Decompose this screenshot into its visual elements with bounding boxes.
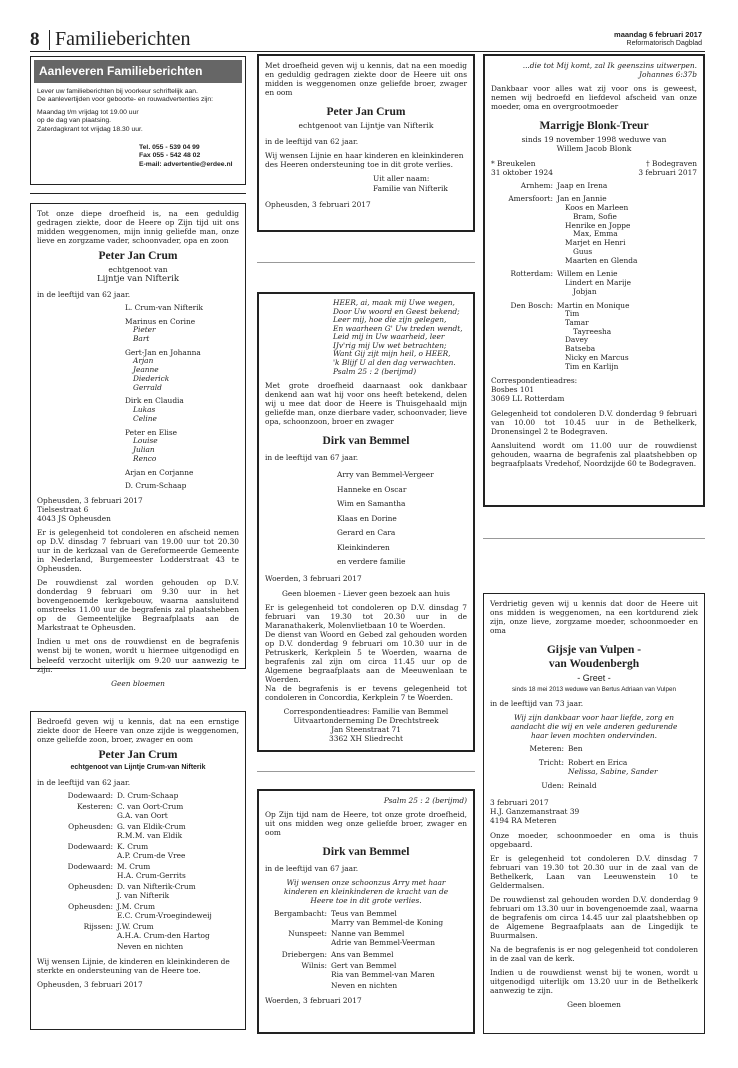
grandchild: Bart xyxy=(133,333,150,343)
family-row xyxy=(490,745,698,754)
newspaper-name: Reformatorisch Dagblad xyxy=(626,40,702,47)
family-member: Marinus en Corine xyxy=(125,316,196,326)
family-name: Nicky en Marcus xyxy=(565,352,629,362)
verse-line: ...die tot Mij komt, zal Ik geenszins uitwerpen. xyxy=(522,61,697,70)
ad7-para-3: De rouwdienst zal gehouden worden D.V. donderdag 9 februari om 13.30 uur in bovengenoemde zaal, waarna de begrafenis om circa 14.45 uur zal plaatshebben op de Algemene Begraafplaats aan de Lingedijk te Buurmalsen. xyxy=(490,894,698,940)
ad5-family-list xyxy=(265,910,467,991)
ad2-family-list xyxy=(37,792,239,952)
family-name: Koos en Marleen xyxy=(565,203,629,213)
ad4-place-date: Woerden, 3 februari 2017 xyxy=(265,574,362,584)
family-row xyxy=(37,823,239,840)
family-row xyxy=(491,195,697,265)
family-name: Nanne van Bemmel xyxy=(331,929,405,939)
family-name: Adrie van Bemmel-Veerman xyxy=(331,938,436,947)
family-name: G. van Eldik-Crum xyxy=(117,822,186,832)
ad3-name: Peter Jan Crum xyxy=(326,106,406,119)
family-name: A.P. Crum-de Vree xyxy=(117,850,186,860)
ad7-para-5: Indien u de rouwdienst wenst bij te wonen, wordt u uitgenodigd uiterlijk om 13.20 uur in de Bethelkerk aanwezig te zijn. xyxy=(490,967,698,995)
ad1-para-1: Er is gelegenheid tot condoleren en afscheid nemen op D.V. dinsdag 7 februari van 19.00 uur tot 20.30 uur in de kerkzaal van de Gereformeerde Gemeente in Nederland, Burgemeester Lodderstraat 43 te Opheusden. xyxy=(37,528,239,574)
place-label: Rotterdam: xyxy=(510,269,553,279)
ad5-intro: Op Zijn tijd nam de Heere, tot onze grote droefheid, uit ons midden weg onze geliefde broer, zwager en oom xyxy=(265,810,467,838)
place-label: Dodewaard: xyxy=(67,862,113,872)
family-name: E.C. Crum-Vroegindeweij xyxy=(117,910,212,920)
ad1-para-3: Indien u met ons de rouwdienst en de begrafenis wenst bij te wonen, wordt u hiermee uitgenodigd en beleefd verzocht uiterlijk om 9.20 uur aanwezig te zijn. xyxy=(37,637,239,674)
correspondence-line: Uitvaartonderneming De Drechtstreek xyxy=(293,715,439,725)
ad4-para-2: De dienst van Woord en Gebed zal gehouden worden op D.V. donderdag 9 februari om 10.30 uur in de Petruskerk, Kerkplein 5 te Woerden, waarna de begrafenis zal zijn om circa 11.45 uur op de Algemene begraafplaats aan de Meeuwenlaan te Woerden. xyxy=(265,629,467,684)
place-label: Uden: xyxy=(541,780,564,790)
ad7-para-4: Na de begrafenis is er nog gelegenheid tot condoleren in de zaal van de kerk. xyxy=(490,944,698,963)
header-date: maandag 6 februari 2017 xyxy=(614,30,702,39)
grandchild: Lukas xyxy=(133,405,156,415)
address-line: H.J. Ganzemanstraat 39 xyxy=(490,807,580,817)
ad6-widow-of: Willem Jacob Blonk xyxy=(556,144,632,154)
family-name: Tim en Karlijn xyxy=(565,361,619,371)
ad6-para-1: Gelegenheid tot condoleren D.V. donderdag 9 februari van 10.00 tot 10.45 uur in de Bethelkerk, Dronensingel 2 te Bodegraven. xyxy=(491,408,697,436)
family-name: Lindert en Marije xyxy=(565,278,632,288)
family-name: A.H.A. Crum-den Hartog xyxy=(117,930,210,940)
ad4-correspondence xyxy=(265,707,467,743)
family-row xyxy=(37,903,239,920)
correspondence-line: Correspondentieadres: xyxy=(491,376,578,386)
verse-line: Want Gij zijt mijn heil, o HEER, xyxy=(333,349,451,359)
ad4-verse xyxy=(333,299,467,376)
family-row xyxy=(265,930,467,947)
grandchild: Diederick xyxy=(133,373,170,383)
ad7-closing: Geen bloemen xyxy=(567,1000,621,1010)
ad1-spouse-1: echtgenoot van xyxy=(108,265,168,275)
place-label: Tricht: xyxy=(538,757,564,767)
family-row xyxy=(37,803,239,820)
ad3-wish: Wij wensen Lijnie en haar kinderen en kleinkinderen des Heeren ondersteuning toe in dit grote verlies. xyxy=(265,151,464,170)
family-name: Robert en Erica xyxy=(568,757,628,767)
place-label: Bergambacht: xyxy=(274,909,327,919)
birth-date: 31 oktober 1924 xyxy=(491,167,553,177)
correspondence-line: Bosbes 101 xyxy=(491,385,535,395)
ad7-name-2: van Woudenbergh xyxy=(548,658,640,671)
verse-line: Leer mij, hoe die zijn gelegen, xyxy=(333,315,447,325)
ad3-spouse: echtgenoot van Lijntje van Nifterik xyxy=(298,121,434,131)
family-row xyxy=(490,782,698,791)
page-number: 8 xyxy=(30,29,40,50)
family-name: Reinald xyxy=(568,780,597,790)
place-label: Den Bosch: xyxy=(510,300,553,310)
ad1-address xyxy=(37,496,239,523)
ad1-address-line: Opheusden, 3 februari 2017 xyxy=(37,496,143,505)
family-name: Martin en Monique xyxy=(557,300,630,310)
ad6-verse xyxy=(491,61,697,79)
death-place: † Bodegraven xyxy=(645,158,697,168)
family-member: Dirk en Claudia xyxy=(125,396,184,406)
death-date: 3 februari 2017 xyxy=(638,167,697,177)
family-name: Gert van Bemmel xyxy=(331,961,397,971)
divider xyxy=(257,771,475,772)
family-name: Willem en Lenie xyxy=(557,269,618,279)
place-label: Opheusden: xyxy=(68,822,113,832)
family-name: Max, Emma xyxy=(573,229,618,239)
family-row xyxy=(37,883,239,900)
header-rule xyxy=(30,51,705,52)
ad7-name-1: Gijsje van Vulpen - xyxy=(546,644,642,657)
family-member: L. Crum-van Nifterik xyxy=(125,302,204,312)
ad4-name: Dirk van Bemmel xyxy=(322,435,410,448)
grandchild: Pieter xyxy=(133,325,156,335)
place-label: Rijssen: xyxy=(83,922,113,932)
ad3-age: in de leeftijd van 62 jaar. xyxy=(265,137,359,147)
info-fax: Fax 055 - 542 48 02 xyxy=(139,152,201,160)
divider xyxy=(483,538,705,539)
place-label: Dodewaard: xyxy=(67,842,113,852)
family-member: Kleinkinderen xyxy=(337,542,390,552)
correspondence-line: 3362 XH Sliedrecht xyxy=(329,733,403,743)
ad6-dates xyxy=(491,159,697,177)
family-name: Jobjan xyxy=(573,286,597,296)
family-row xyxy=(37,863,239,880)
grandchild: Arjan xyxy=(133,356,154,366)
ad5-nephews: Neven en nichten xyxy=(331,981,398,991)
place-label: Wilnis: xyxy=(301,961,327,971)
family-member: Wim en Samantha xyxy=(337,499,406,509)
ad1-closing: Geen bloemen xyxy=(111,678,165,688)
ad4-para-3: Na de begrafenis is er tevens gelegenheid tot condoleren in Concordia, Kerkplein 7 te Woerden. xyxy=(265,683,467,702)
place-label: Amersfoort: xyxy=(508,194,553,204)
family-member: Gert-Jan en Johanna xyxy=(125,347,201,357)
ad7-intro: Verdrietig geven wij u kennis dat door de Heere uit ons midden is weggenomen, na een kortdurend ziek zijn, onze lieve, zorgzame moeder, schoonmoeder en oma xyxy=(490,599,698,636)
ad5-wish: Wij wensen onze schoonzus Arry met haar kinderen en kleinkinderen de kracht van de Heere toe in dit grote verlies. xyxy=(283,878,449,906)
family-name: Jan en Jannie xyxy=(557,194,607,204)
family-row xyxy=(37,843,239,860)
ad3-signature-1: Uit aller naam: xyxy=(373,174,430,184)
obituary-peter-crum-family xyxy=(30,203,246,688)
verse-reference: Psalm 25 : 2 (berijmd) xyxy=(333,366,417,376)
info-time-1: Maandag t/m vrijdag tot 19.00 uur xyxy=(37,109,139,117)
obituary-peter-crum-siblings xyxy=(30,711,246,1030)
grandchild: Renco xyxy=(133,453,157,463)
family-name: J.W. Crum xyxy=(117,922,154,932)
family-name: R.M.M. van Eldik xyxy=(117,830,183,840)
divider xyxy=(30,193,246,194)
ad7-thanks: Wij zijn dankbaar voor haar liefde, zorg en aandacht die wij en vele anderen gedurende haar leven mochten ondervinden. xyxy=(510,712,678,740)
ad2-place-date: Opheusden, 3 februari 2017 xyxy=(37,979,143,989)
grandchild: Gerrald xyxy=(133,382,162,392)
family-member: Hanneke en Oscar xyxy=(337,484,407,494)
section-title: Familieberichten xyxy=(55,28,191,50)
ad7-para-1: Onze moeder, schoonmoeder en oma is thuis opgebaard. xyxy=(490,830,698,849)
ad7-para-2: Er is gelegenheid tot condoleren D.V. dinsdag 7 februari van 19.30 tot 20.30 uur in de zaal van de Bethelkerk, Laan van Leeuwenstein 10 te Geldermalsen. xyxy=(490,853,698,890)
family-name: Tayreesha xyxy=(573,326,612,336)
place-label: Opheusden: xyxy=(68,902,113,912)
ad1-address-line: 4043 JS Opheusden xyxy=(37,514,111,524)
verse-line: Leid mij in Uw waarheid, leer xyxy=(333,332,445,342)
family-row xyxy=(265,910,467,927)
place-label: Dodewaard: xyxy=(67,790,113,800)
family-row xyxy=(490,759,698,777)
family-name: Davey xyxy=(565,335,589,345)
verse-line: 'k Blijf U al den dag verwachten. xyxy=(333,358,456,368)
family-member: Arjan en Corjanne xyxy=(125,467,194,477)
family-name: D. van Nifterik-Crum xyxy=(117,882,196,892)
ad6-para-2: Aansluitend wordt om 11.00 uur de rouwdienst gehouden, waarna de begrafenis zal plaatshebben op begraafplaats Vredehof, Noordzijde 60 te Bodegraven. xyxy=(491,440,697,468)
family-name: Ben xyxy=(568,743,583,753)
ad3-signature-2: Familie van Nifterik xyxy=(373,183,448,193)
grandchild: Louise xyxy=(133,436,158,446)
ad7-since: sinds 18 mei 2013 weduwe van Bertus Adriaan van Vulpen xyxy=(512,686,676,694)
place-label: Driebergen: xyxy=(281,949,327,959)
ad1-age: in de leeftijd van 62 jaar. xyxy=(37,289,131,299)
address-line: 3 februari 2017 xyxy=(490,798,549,808)
ad4-flowers: Geen bloemen - Liever geen bezoek aan huis xyxy=(282,588,450,598)
obituary-peter-crum-in-laws xyxy=(257,54,475,232)
ad6-intro: Dankbaar voor alles wat zij voor ons is geweest, nemen wij bedroefd en liefdevol afscheid van onze moeder, oma en overgrootmoeder xyxy=(491,84,697,112)
family-name: J. van Nifterik xyxy=(117,890,170,900)
verse-line: IJv'rig mij Uw wet betrachten; xyxy=(333,340,447,350)
info-box xyxy=(30,56,246,185)
family-name: Bram, Sofie xyxy=(573,211,617,221)
ad6-since: sinds 19 november 1998 weduwe van xyxy=(521,135,667,145)
ad5-verse-ref: Psalm 25 : 2 (berijmd) xyxy=(383,796,467,805)
family-name: J.M. Crum xyxy=(117,902,155,912)
family-name: Teus van Bemmel xyxy=(331,909,397,919)
family-name: Marry van Bemmel-de Koning xyxy=(331,917,444,927)
correspondence-line: Jan Steenstraat 71 xyxy=(331,724,401,734)
info-time-2: op de dag van plaatsing. xyxy=(37,117,112,125)
ad1-spouse-2: Lijntje van Nifterik xyxy=(97,274,179,285)
family-name: Maarten en Glenda xyxy=(565,255,638,265)
family-name: C. van Oort-Crum xyxy=(117,802,184,812)
family-member: Klaas en Dorine xyxy=(337,513,397,523)
verse-line: Door Uw woord en Geest bekend; xyxy=(333,306,460,316)
ad4-family-list xyxy=(337,468,467,569)
family-name: M. Crum xyxy=(117,862,151,872)
ad6-correspondence xyxy=(491,376,697,403)
family-name: Ans van Bemmel xyxy=(331,949,394,959)
place-label: Nunspeet: xyxy=(288,929,327,939)
family-name: Henrike en Joppe xyxy=(565,220,631,230)
place-label: Opheusden: xyxy=(68,882,113,892)
obituary-dirk-van-bemmel-family xyxy=(257,292,475,752)
ad1-family-list xyxy=(125,304,239,491)
family-row xyxy=(491,270,697,296)
info-email[interactable]: E-mail: advertentie@erdee.nl xyxy=(139,160,233,168)
family-name: Tim xyxy=(565,309,580,319)
ad2-age: in de leeftijd van 62 jaar. xyxy=(37,777,131,787)
ad6-name: Marrigje Blonk-Treur xyxy=(539,120,649,133)
ad5-age: in de leeftijd van 67 jaar. xyxy=(265,864,359,874)
family-row xyxy=(491,302,697,372)
ad4-age: in de leeftijd van 67 jaar. xyxy=(265,453,359,463)
ad7-nickname: - Greet - xyxy=(577,673,611,684)
ad7-family-list xyxy=(490,745,698,791)
obituary-dirk-van-bemmel-siblings xyxy=(257,789,475,1034)
verse-line: HEER, ai, maak mij Uwe wegen, xyxy=(333,298,455,307)
family-name: G.A. van Oort xyxy=(117,810,168,820)
family-name: H.A. Crum-Gerrits xyxy=(117,870,186,880)
birth-place: * Breukelen xyxy=(491,158,536,168)
family-member: D. Crum-Schaap xyxy=(125,481,187,491)
family-row xyxy=(491,182,697,191)
header-divider xyxy=(49,30,50,50)
family-name: D. Crum-Schaap xyxy=(117,790,179,800)
family-row xyxy=(265,962,467,979)
obituary-marrigje-blonk-treur xyxy=(483,54,705,507)
family-name: Jaap en Irena xyxy=(557,180,608,190)
correspondence-line: 3069 LL Rotterdam xyxy=(491,394,565,404)
ad1-address-line: Tielsestraat 6 xyxy=(37,505,89,515)
place-label: Arnhem: xyxy=(520,180,553,190)
ad4-intro: Met grote droefheid daarnaast ook dankbaar denkend aan wat hij voor ons heeft betekend, delen wij u mee dat door de Heere is Thuisgehaald mijn geliefde man, onze dierbare vader, schoonvader, lieve opa, schoonzoon, broer en zwager xyxy=(265,381,467,427)
ad5-place-date: Woerden, 3 februari 2017 xyxy=(265,995,362,1005)
family-member: Gerard en Cara xyxy=(337,528,396,538)
family-name: Tamar xyxy=(565,318,589,328)
ad2-name: Peter Jan Crum xyxy=(98,749,178,762)
grandchild: Jeanne xyxy=(133,365,159,375)
grandchild: Celine xyxy=(133,413,157,423)
family-row xyxy=(37,923,239,940)
family-row xyxy=(37,792,239,801)
ad2-spouse: echtgenoot van Lijntje Crum-van Nifterik xyxy=(70,764,206,772)
ad3-place-date: Opheusden, 3 februari 2017 xyxy=(265,199,371,209)
obituary-gijsje-van-vulpen xyxy=(483,593,705,1034)
family-member: Arry van Bemmel-Vergeer xyxy=(337,470,434,480)
grandchildren: Nelissa, Sabine, Sander xyxy=(568,766,658,776)
ad2-intro: Bedroefd geven wij u kennis, dat na een ernstige ziekte door de Heere van onze zijde is weggenomen, onze geliefde zoon, broer, zwager en oom xyxy=(37,717,239,745)
family-name: K. Crum xyxy=(117,842,149,852)
grandchild: Julian xyxy=(133,445,155,455)
info-intro-2: De aanlevertijden voor geboorte- en rouwadvertenties zijn: xyxy=(37,95,214,103)
address-line: 4194 RA Meteren xyxy=(490,816,557,826)
family-name: Marjet en Henri xyxy=(565,238,626,248)
verse-line: En waarheen G' Uw treden wendt, xyxy=(333,323,463,333)
family-name: Guus xyxy=(573,246,593,256)
info-intro-1: Lever uw familieberichten bij voorkeur schriftelijk aan. xyxy=(37,87,198,95)
ad1-intro: Tot onze diepe droefheid is, na een geduldig gedragen ziekte, door de Heere op Zijn tijd uit ons midden weggenomen, mijn innig geliefde man, onze lieve en zorgzame vader, schoonvader, opa en zoon xyxy=(37,209,239,246)
verse-reference: Johannes 6:37b xyxy=(639,70,697,80)
ad6-family-list xyxy=(491,182,697,372)
family-name: Batseba xyxy=(565,344,596,354)
ad2-wish: Wij wensen Lijnie, de kinderen en kleinkinderen de sterkte en ondersteuning van de Heere toe. xyxy=(37,956,230,975)
info-time-3: Zaterdagkrant tot vrijdag 18.30 uur. xyxy=(37,125,143,133)
family-row xyxy=(265,951,467,960)
ad2-nephews: Neven en nichten xyxy=(117,942,184,952)
ad1-name: Peter Jan Crum xyxy=(98,250,178,263)
info-phone: Tel. 055 - 539 04 99 xyxy=(139,144,200,152)
ad1-para-2: De rouwdienst zal worden gehouden op D.V. donderdag 9 februari om 9.30 uur in het bovengenoemde kerkgebouw, waarna aansluitend omstreeks 11.00 uur de begrafenis zal plaatshebben op de Gemeentelijke Begraafplaats aan de Markstraat te Opheusden. xyxy=(37,578,239,633)
ad4-para-1: Er is gelegenheid tot condoleren op D.V. dinsdag 7 februari van 19.30 tot 20.30 uur in de Maranathakerk, Molenvlietbaan 10 te Woerden. xyxy=(265,602,467,630)
ad7-age: in de leeftijd van 73 jaar. xyxy=(490,698,584,708)
divider xyxy=(257,262,475,263)
ad5-name: Dirk van Bemmel xyxy=(322,846,410,859)
place-label: Kesteren: xyxy=(77,802,113,812)
family-member: Peter en Elise xyxy=(125,427,178,437)
ad7-address xyxy=(490,798,698,825)
correspondence-line: Correspondentieadres: Familie van Bemmel xyxy=(283,706,449,716)
family-member: en verdere familie xyxy=(337,557,406,567)
place-label: Meteren: xyxy=(529,743,564,753)
family-name: Ria van Bemmel-van Maren xyxy=(331,969,435,979)
ad3-intro: Met droefheid geven wij u kennis, dat na een moedig en geduldig gedragen ziekte door de Heere uit ons midden is weggenomen onze geliefde broer, zwager en oom xyxy=(265,61,467,98)
info-title: Aanleveren Familieberichten xyxy=(34,60,242,83)
